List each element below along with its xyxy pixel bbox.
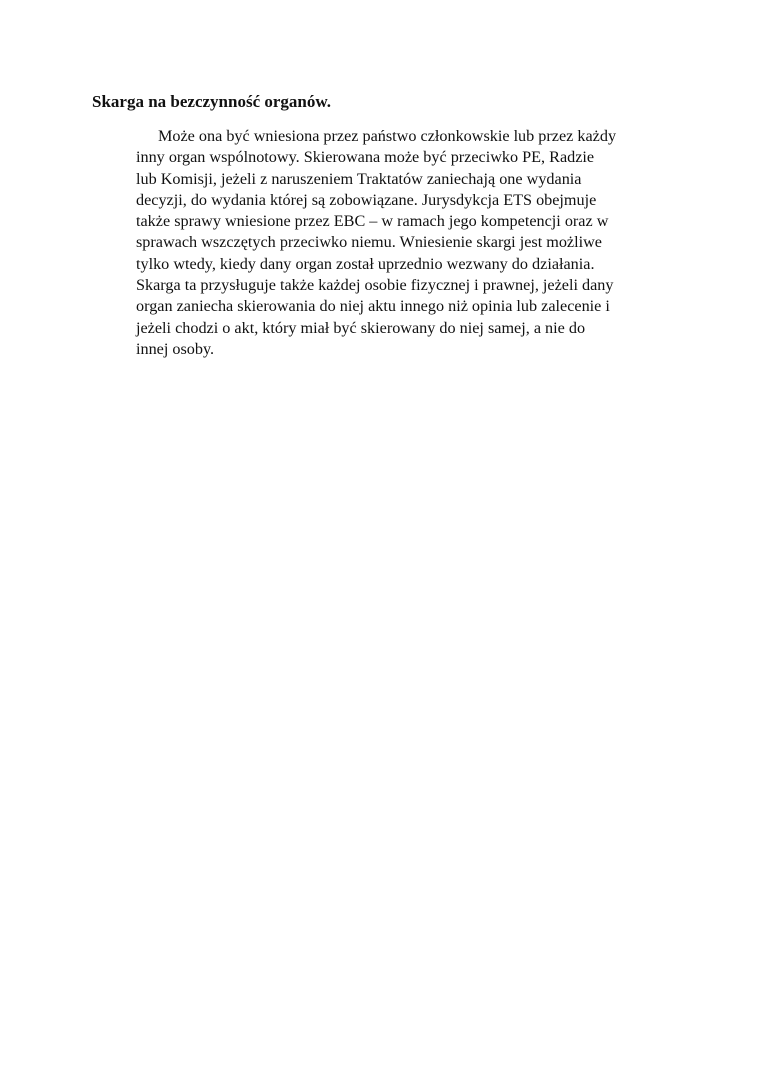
paragraph-line: innej osoby.	[136, 339, 215, 358]
body-paragraph	[136, 126, 671, 360]
paragraph-line: tylko wtedy, kiedy dany organ został uprzednio wezwany do działania.	[136, 254, 595, 273]
paragraph-line: jeżeli chodzi o akt, który miał być skierowany do niej samej, a nie do	[136, 318, 586, 337]
document-content	[92, 92, 692, 360]
section-heading: Skarga na bezczynność organów.	[92, 92, 331, 111]
paragraph-line: decyzji, do wydania której są zobowiązane. Jurysdykcja ETS obejmuje	[136, 190, 597, 209]
paragraph-line: Skarga ta przysługuje także każdej osobie fizycznej i prawnej, jeżeli dany	[136, 276, 614, 295]
paragraph-line: lub Komisji, jeżeli z naruszeniem Traktatów zaniechają one wydania	[136, 169, 582, 188]
paragraph-line: Może ona być wniesiona przez państwo członkowskie lub przez każdy	[158, 127, 617, 145]
paragraph-line: także sprawy wniesione przez EBC – w ramach jego kompetencji oraz w	[136, 212, 609, 231]
paragraph-line: sprawach wszczętych przeciwko niemu. Wniesienie skargi jest możliwe	[136, 233, 602, 252]
paragraph-line: inny organ wspólnotowy. Skierowana może być przeciwko PE, Radzie	[136, 148, 595, 167]
paragraph-line: organ zaniecha skierowania do niej aktu innego niż opinia lub zalecenie i	[136, 297, 610, 316]
